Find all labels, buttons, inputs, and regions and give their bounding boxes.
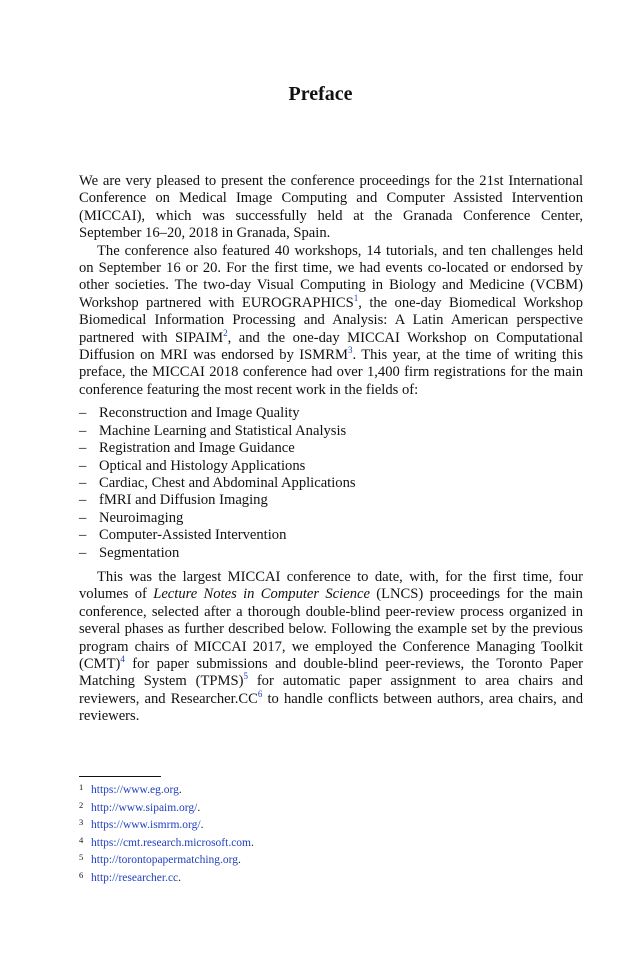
paragraph-lncs-text-b: (LNCS) proceedings for the main conference, selected after a thorough double-blind peer-review process organized in several phases as further described below. Following the example set by the previous program chairs of MICCAI 2017, we employed the Conference Managing Toolkit (CMT) (79, 586, 583, 672)
list-dash: – (79, 405, 87, 422)
list-item (79, 510, 583, 527)
footnote-ref-1[interactable]: 1 (353, 292, 359, 303)
paragraph-workshops-text-d: . This year, at the time of writing this preface, the MICCAI 2018 conference had over 1,400 firm registrations for the main conference featuring the most recent work in the fields of: (79, 347, 583, 398)
footnotes (79, 782, 583, 888)
footnote-number: 3 (79, 817, 84, 828)
footnote-link[interactable]: https://cmt.research.microsoft.com (91, 836, 251, 849)
paragraph-workshops-text-c: , and the one-day MICCAI Workshop on Computational Diffusion on MRI was endorsed by ISMRM (79, 329, 583, 364)
list-item-label: Neuroimaging (99, 509, 184, 526)
footnote-link[interactable]: http://www.sipaim.org/ (91, 801, 198, 814)
list-item (79, 458, 583, 475)
paragraph-lncs-text-d: for automatic paper assignment to area chairs and reviewers, and Researcher.CC (79, 673, 583, 707)
footnote-link[interactable]: http://researcher.cc (91, 871, 179, 884)
footnote-ref-3[interactable]: 3 (347, 345, 353, 356)
list-item-label: Machine Learning and Statistical Analysis (99, 422, 347, 439)
footnote-number: 4 (79, 834, 84, 845)
paragraph-workshops-text-a: The conference also featured 40 workshops, 14 tutorials, and ten challenges held on September 16 or 20. For the first time, we had events co-located or endorsed by other societies. The two-day Visual Computing in Biology and Medicine (VCBM) Workshop partnered with EUROGRAPHICS (79, 242, 583, 311)
lncs-title: Lecture Notes in Computer Science (153, 586, 370, 603)
list-dash: – (79, 544, 87, 561)
footnote-ref-6[interactable]: 6 (257, 688, 263, 699)
list-item (79, 527, 583, 544)
footnote-ref-2[interactable]: 2 (223, 327, 228, 338)
footnote-trail: . (200, 819, 204, 832)
footnote-trail: . (197, 801, 201, 814)
footnote-number: 6 (79, 869, 84, 880)
list-item-label: Cardiac, Chest and Abdominal Applications (99, 474, 356, 491)
footnote-trail: . (251, 836, 254, 849)
list-item (79, 545, 583, 562)
fields-list (79, 405, 583, 562)
footnote-item (79, 817, 583, 835)
footnote-trail: . (178, 784, 182, 796)
list-item (79, 440, 583, 457)
paragraph-workshops-text-b: , the one-day Biomedical Workshop Biomedical Information Processing and Analysis: A Latin American perspective partnered with SIPAIM (79, 294, 583, 346)
paragraph-lncs-text-c: for paper submissions and double-blind peer-reviews, the Toronto Paper Matching System (TPMS) (79, 655, 583, 690)
list-dash: – (79, 422, 87, 439)
list-dash: – (79, 440, 87, 457)
list-dash: – (79, 492, 87, 509)
list-item (79, 475, 583, 492)
footnote-item (79, 782, 583, 800)
footnote-link[interactable]: http://torontopapermatching.org (91, 854, 239, 867)
footnote-ref-4[interactable]: 4 (120, 654, 125, 665)
list-item-label: Segmentation (99, 544, 180, 561)
paragraph-intro: We are very pleased to present the conference proceedings for the 21st International Conference on Medical Image Computing and Computer Assisted Intervention (MICCAI), which was successfully held at the Granada Conference Center, September 16–20, 2018 in Granada, Spain. (79, 173, 583, 242)
list-dash: – (79, 474, 87, 491)
list-item (79, 405, 583, 422)
footnote-divider (79, 776, 161, 777)
footnote-item (79, 835, 583, 853)
list-dash: – (79, 457, 87, 474)
paragraph-lncs-text-e: to handle conflicts between authors, area chairs, and reviewers. (79, 690, 583, 725)
footnote-trail: . (178, 871, 182, 884)
list-item (79, 423, 583, 440)
footnote-number: 2 (79, 799, 84, 810)
footnote-link[interactable]: https://www.eg.org (91, 784, 179, 796)
paragraph-lncs-text-a: This was the largest MICCAI conference to date, with, for the first time, four volumes of (79, 568, 583, 603)
paragraph-lncs (79, 569, 583, 726)
list-item-label: Registration and Image Guidance (99, 440, 295, 457)
list-item (79, 492, 583, 509)
page-title: Preface (288, 83, 353, 105)
list-item-label: Optical and Histology Applications (99, 457, 306, 474)
footnote-number: 5 (79, 852, 84, 863)
footnote-link[interactable]: https://www.ismrm.org/ (91, 819, 201, 832)
list-dash: – (79, 509, 87, 526)
footnote-ref-5[interactable]: 5 (243, 671, 248, 682)
footnote-item (79, 852, 583, 870)
footnote-item (79, 870, 583, 888)
footnote-number: 1 (79, 782, 84, 792)
list-dash: – (79, 527, 87, 544)
list-item-label: Computer-Assisted Intervention (99, 527, 287, 544)
footnote-item (79, 800, 583, 818)
preface-body (79, 173, 583, 726)
list-item-label: fMRI and Diffusion Imaging (99, 492, 268, 509)
paragraph-workshops (79, 243, 583, 400)
footnote-trail: . (238, 854, 241, 867)
list-item-label: Reconstruction and Image Quality (99, 405, 300, 422)
